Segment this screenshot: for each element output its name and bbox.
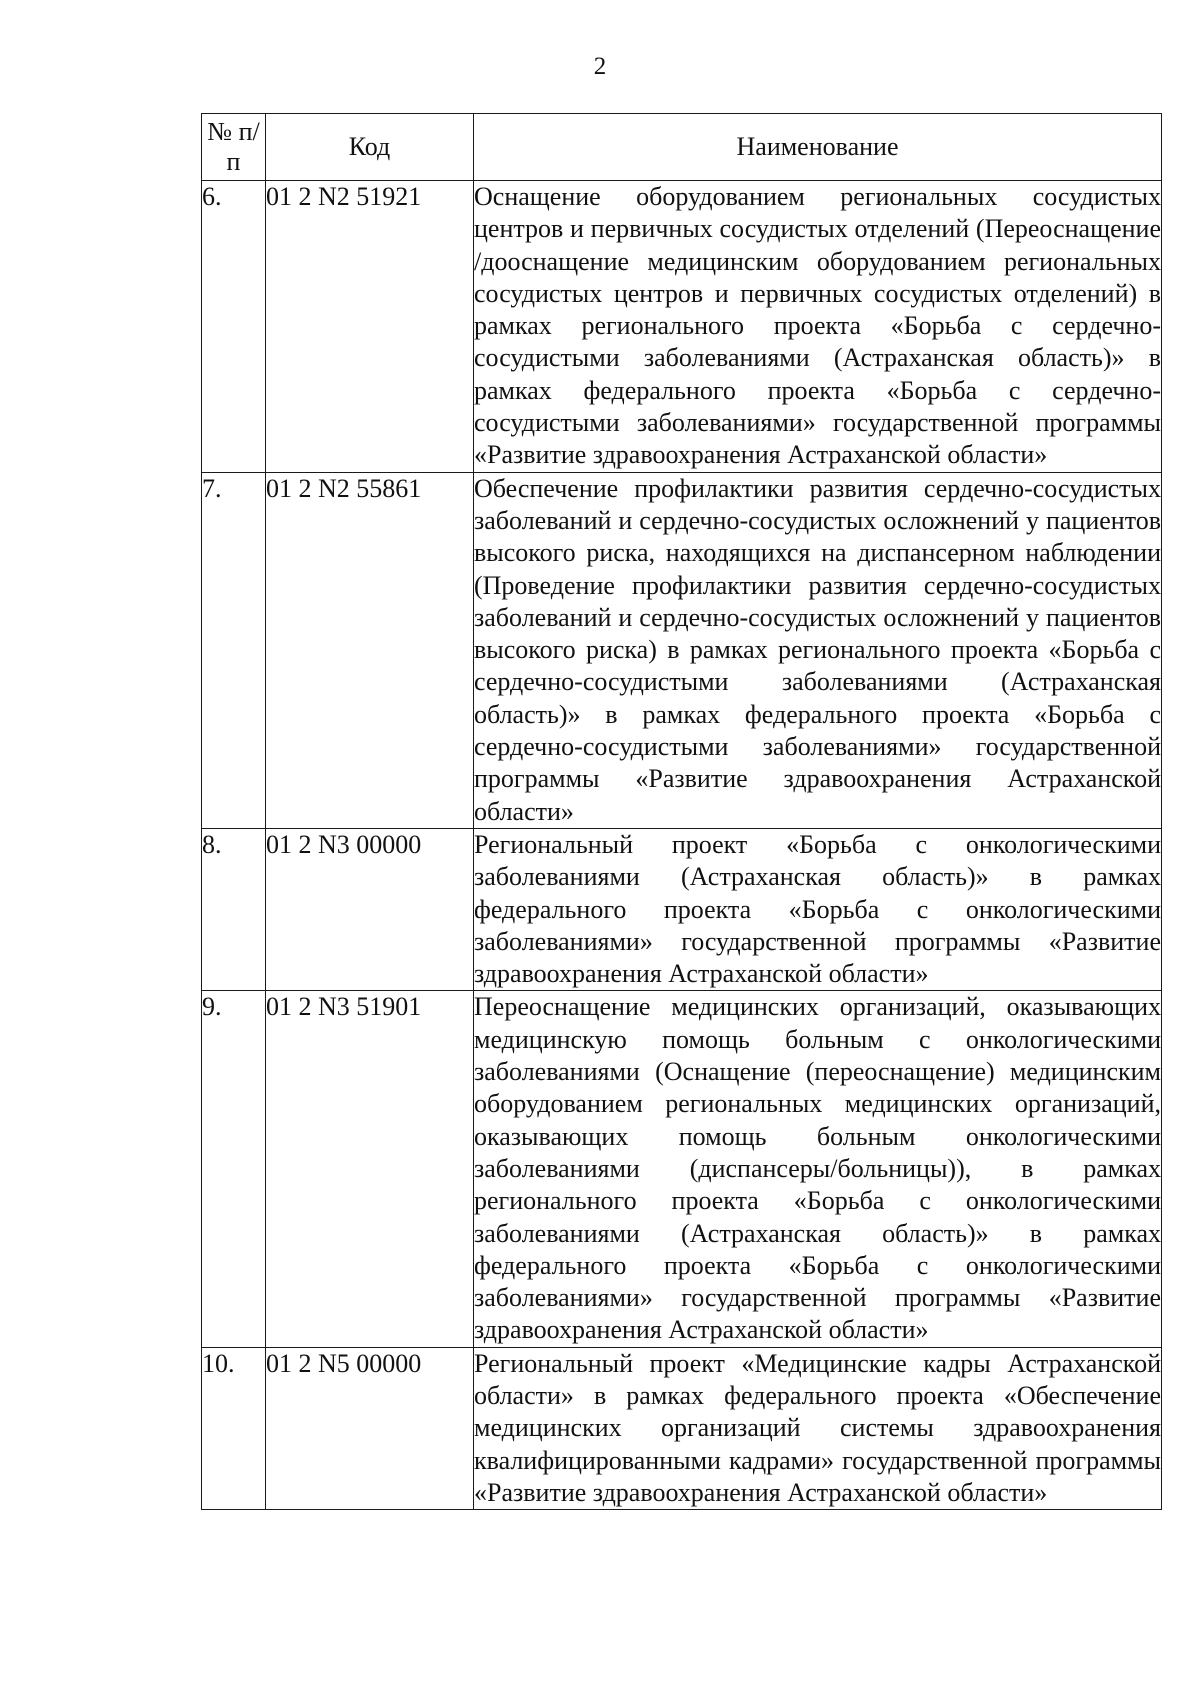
row-name: Региональный проект «Борьба с онкологическими заболеваниями (Астраханская область)» в рамках федерального проекта «Борьба с онкологическими заболеваниями» государственной программы «Развитие здравоохранения Астраханской области» <box>474 828 1162 990</box>
row-code: 01 2 N3 51901 <box>266 991 474 1347</box>
table-header <box>202 114 1162 181</box>
row-code: 01 2 N2 51921 <box>266 181 474 473</box>
row-number: 8. <box>202 828 266 990</box>
header-row <box>202 114 1162 181</box>
row-name: Региональный проект «Медицинские кадры Астраханской области» в рамках федерального проекта «Обеспечение медицинских организаций системы здравоохранения квалифицированными кадрами» государственной программы «Развитие здравоохранения Астраханской области» <box>474 1347 1162 1509</box>
table-row <box>202 1347 1162 1509</box>
row-number: 7. <box>202 472 266 828</box>
codes-table <box>201 113 1162 1510</box>
table-row <box>202 828 1162 990</box>
row-name: Обеспечение профилактики развития сердечно-сосудистых заболеваний и сердечно-сосудистых осложнений у пациентов высокого риска, находящихся на диспансерном наблюдении (Проведение профилактики развития сердечно-сосудистых заболеваний и сердечно-сосудистых осложнений у пациентов высокого риска) в рамках регионального проекта «Борьба с сердечно-сосудистыми заболеваниями (Астраханская область)» в рамках федерального проекта «Борьба с сердечно-сосудистыми заболеваниями» государственной программы «Развитие здравоохранения Астраханской области» <box>474 472 1162 828</box>
row-number: 9. <box>202 991 266 1347</box>
row-name: Оснащение оборудованием региональных сосудистых центров и первичных сосудистых отделений (Переоснащение /дооснащение медицинским оборудованием региональных сосудистых центров и первичных сосудистых отделений) в рамках регионального проекта «Борьба с сердечно-сосудистыми заболеваниями (Астраханская область)» в рамках федерального проекта «Борьба с сердечно-сосудистыми заболеваниями» государственной программы «Развитие здравоохранения Астраханской области» <box>474 181 1162 473</box>
table-row <box>202 181 1162 473</box>
header-number: № п/п <box>202 114 266 181</box>
table-body <box>202 181 1162 1510</box>
table-row <box>202 472 1162 828</box>
page-number: 2 <box>593 53 607 80</box>
row-number: 6. <box>202 181 266 473</box>
header-code: Код <box>266 114 474 181</box>
row-name: Переоснащение медицинских организаций, оказывающих медицинскую помощь больным с онкологическими заболеваниями (Оснащение (переоснащение) медицинским оборудованием региональных медицинских организаций, оказывающих помощь больным онкологическими заболеваниями (диспансеры/больницы)), в рамках регионального проекта «Борьба с онкологическими заболеваниями (Астраханская область)» в рамках федерального проекта «Борьба с онкологическими заболеваниями» государственной программы «Развитие здравоохранения Астраханской области» <box>474 991 1162 1347</box>
header-name: Наименование <box>474 114 1162 181</box>
row-number: 10. <box>202 1347 266 1509</box>
table-row <box>202 991 1162 1347</box>
row-code: 01 2 N5 00000 <box>266 1347 474 1509</box>
row-code: 01 2 N2 55861 <box>266 472 474 828</box>
row-code: 01 2 N3 00000 <box>266 828 474 990</box>
